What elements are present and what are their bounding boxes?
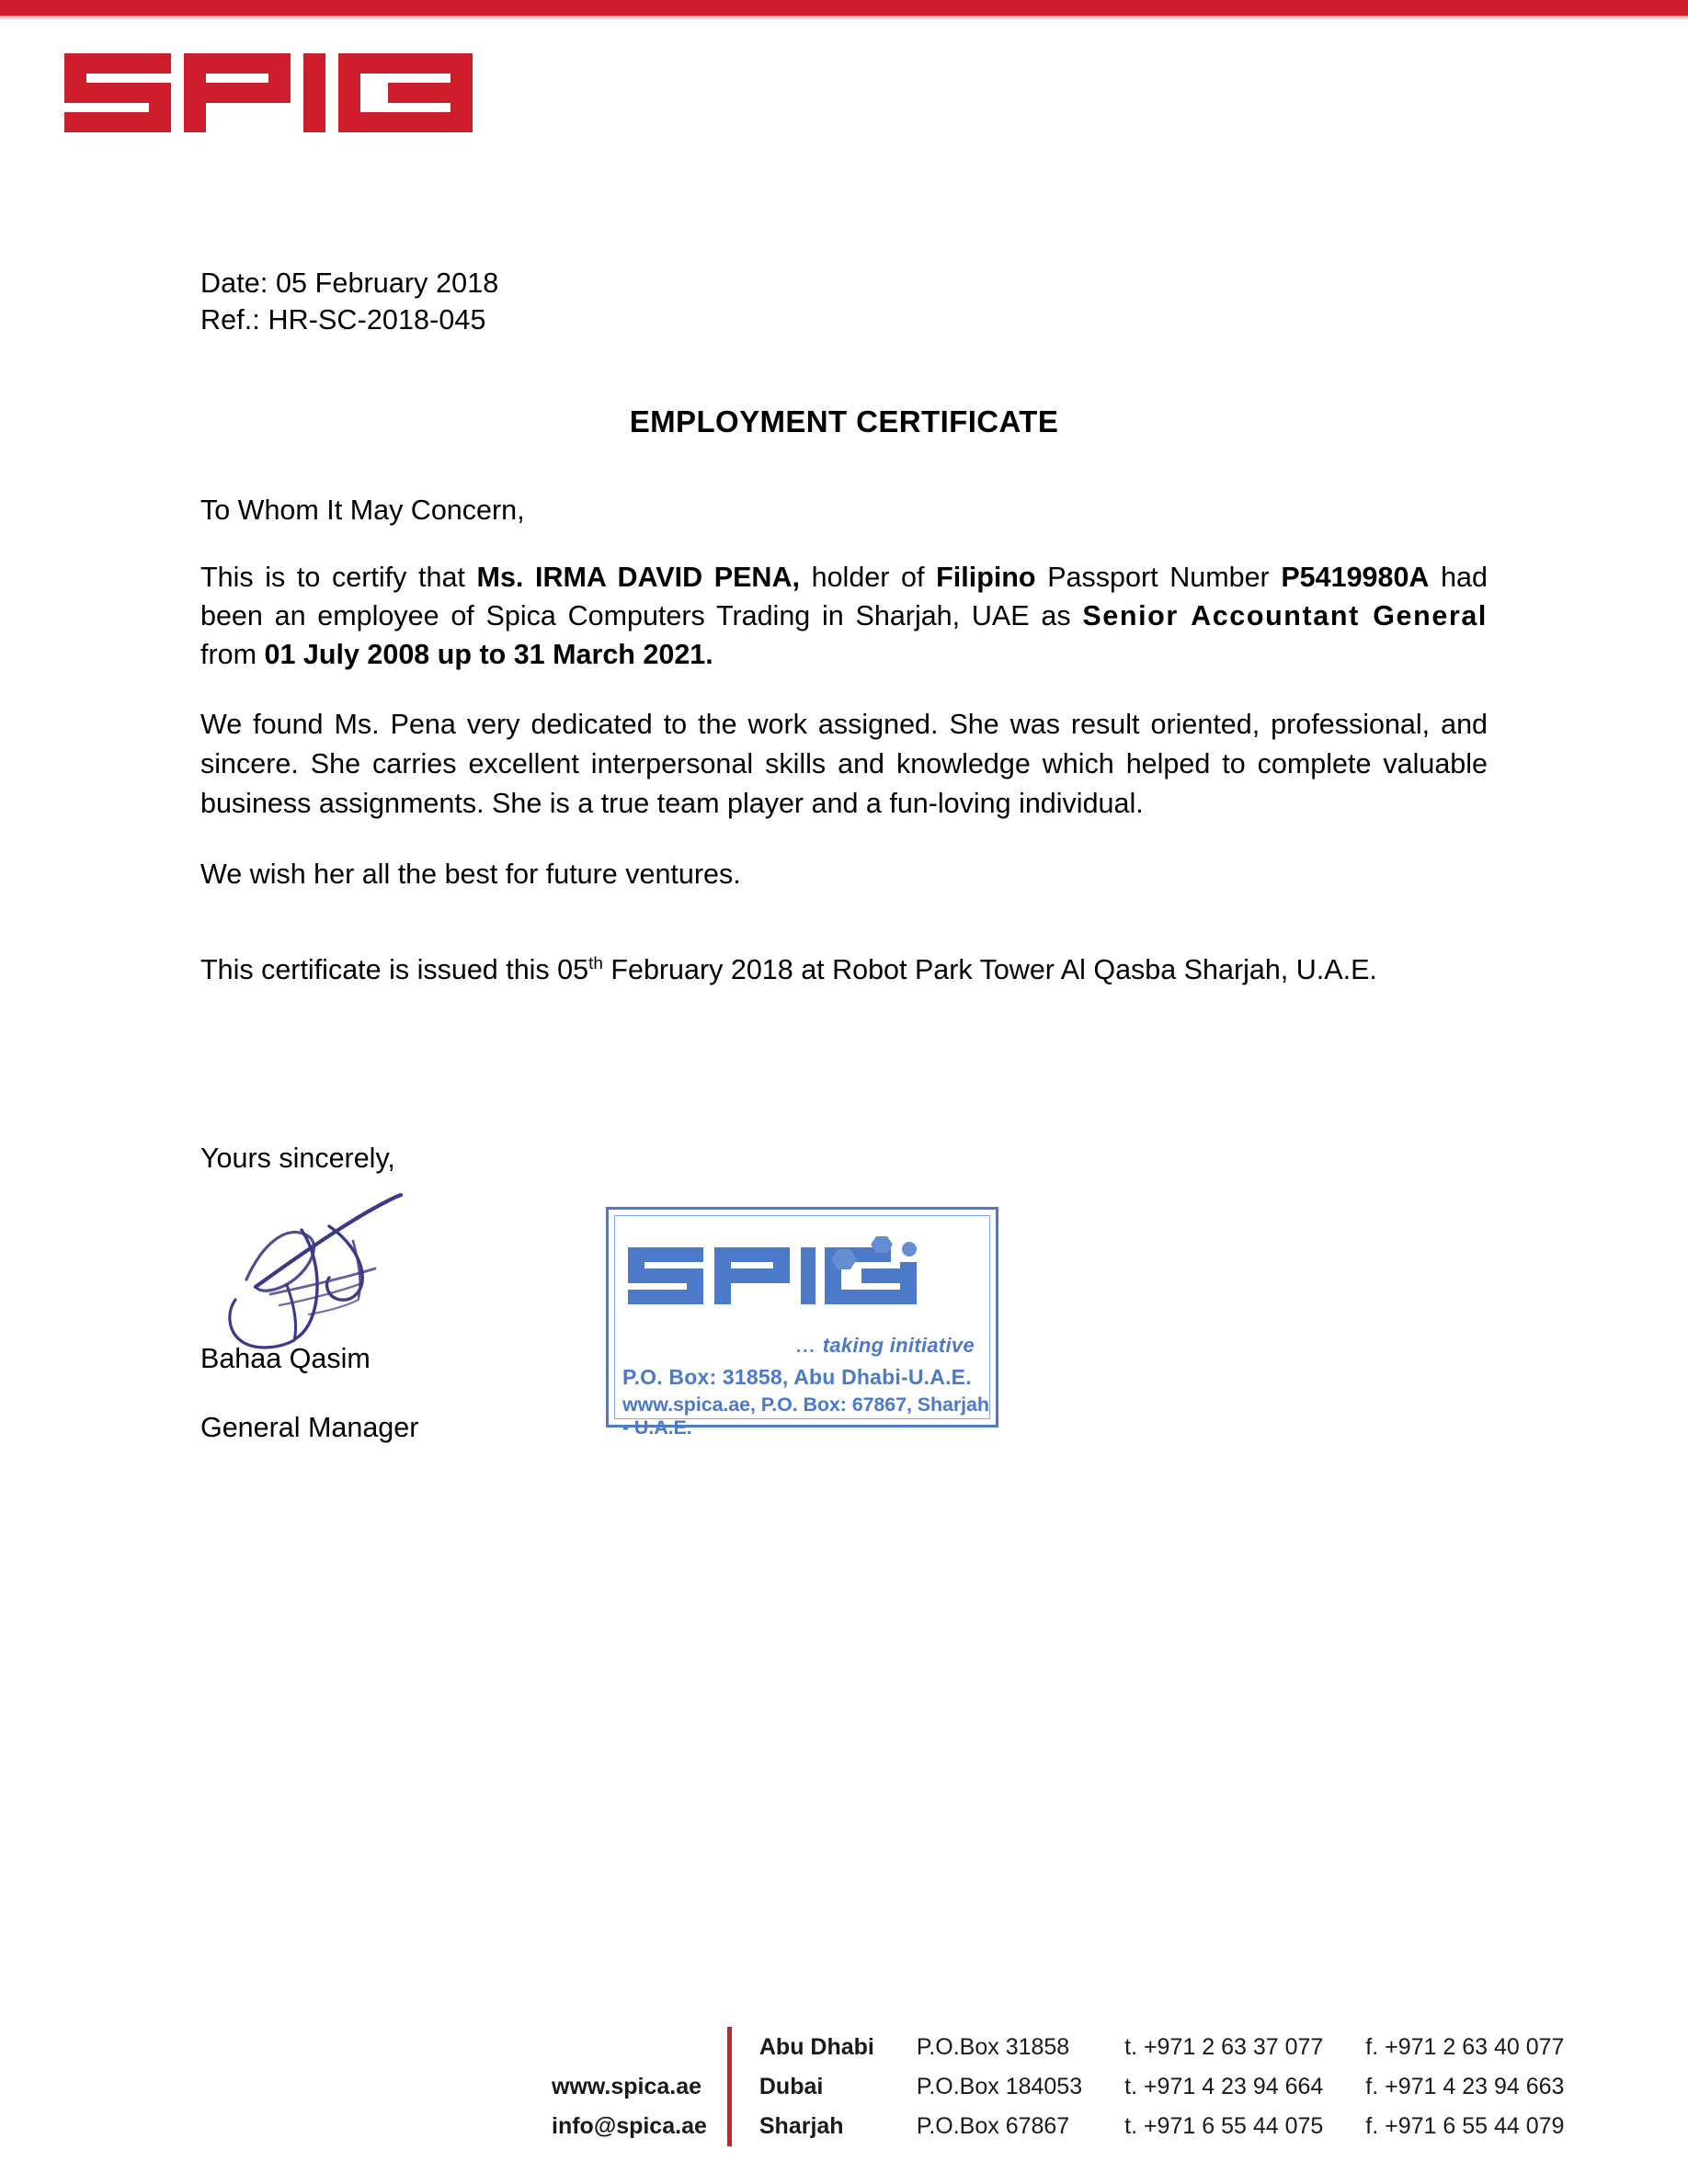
office-city: Dubai	[758, 2073, 824, 2099]
company-logo	[63, 51, 476, 134]
table-row	[759, 2028, 1565, 2067]
office-fax: f. +971 6 55 44 079	[1365, 2112, 1565, 2139]
ordinal-suffix: th	[588, 953, 603, 973]
paragraph-certification	[200, 558, 1488, 674]
salutation: To Whom It May Concern,	[200, 495, 525, 526]
stamp-inner-border	[614, 1215, 990, 1439]
stamp-tagline-dots: ...	[796, 1337, 817, 1357]
office-telephone: t. +971 2 63 37 077	[1124, 2033, 1324, 2060]
footer-offices-table	[759, 2028, 1565, 2146]
employment-text: had been an employee of Spica Computers Trading in Sharjah, UAE as	[200, 562, 1488, 631]
stamp-tagline	[796, 1334, 975, 1358]
office-pobox: P.O.Box 31858	[916, 2033, 1070, 2060]
stamp-address-line-1: P.O. Box: 31858, Abu Dhabi-U.A.E.	[622, 1365, 972, 1389]
stamp-tagline-text: taking initiative	[822, 1334, 975, 1357]
stamp-address-line-2: www.spica.ae, P.O. Box: 67867, Sharjah - U.A.E.	[622, 1393, 989, 1439]
office-pobox: P.O.Box 67867	[916, 2112, 1070, 2139]
job-position: Senior Accountant General	[1082, 600, 1488, 631]
from-label: from	[200, 639, 265, 670]
office-city: Abu Dhabi	[758, 2033, 874, 2060]
stamp-logo	[626, 1234, 930, 1340]
issuance-rest: February 2018 at Robot Park Tower Al Qasba Sharjah, U.A.E.	[602, 954, 1377, 985]
passport-number: P5419980A	[1281, 562, 1430, 593]
letter-body	[200, 265, 1488, 986]
issuance-lead: This certificate is issued this 05	[200, 954, 589, 985]
paragraph-wishes: We wish her all the best for future ventures.	[200, 859, 741, 890]
table-row	[759, 2107, 1565, 2146]
office-city: Sharjah	[758, 2112, 844, 2139]
handwritten-signature	[200, 1177, 504, 1356]
certify-lead: This is to certify that	[200, 562, 477, 593]
date-line: Date: 05 February 2018	[200, 267, 499, 299]
nationality: Filipino	[936, 562, 1036, 593]
footer	[552, 2027, 1564, 2146]
top-red-rule-shadow	[0, 16, 1688, 20]
office-fax: f. +971 2 63 40 077	[1365, 2033, 1565, 2060]
footer-red-divider	[727, 2027, 732, 2146]
office-pobox: P.O.Box 184053	[916, 2073, 1083, 2099]
top-red-rule	[0, 0, 1688, 16]
office-telephone: t. +971 4 23 94 664	[1124, 2073, 1324, 2099]
employment-period: 01 July 2008 up to 31 March 2021.	[264, 639, 713, 670]
table-row	[759, 2067, 1565, 2107]
employee-name: Ms. IRMA DAVID PENA,	[476, 562, 800, 593]
footer-email[interactable]: info@spica.ae	[552, 2113, 707, 2139]
holder-of-text: holder of	[799, 562, 937, 593]
paragraph-issuance	[200, 954, 1488, 986]
company-stamp	[606, 1207, 998, 1439]
closing-salutation: Yours sincerely,	[200, 1143, 395, 1174]
passport-label: Passport Number	[1035, 562, 1282, 593]
reference-line: Ref.: HR-SC-2018-045	[200, 304, 486, 336]
office-telephone: t. +971 6 55 44 075	[1124, 2112, 1324, 2139]
office-fax: f. +971 4 23 94 663	[1365, 2073, 1565, 2099]
footer-website[interactable]: www.spica.ae	[552, 2074, 702, 2099]
footer-contact-column	[552, 2027, 727, 2146]
signatory-name: Bahaa Qasim	[200, 1343, 371, 1374]
signatory-role: General Manager	[200, 1412, 419, 1443]
paragraph-appraisal: We found Ms. Pena very dedicated to the work assigned. She was result oriented, professional, and sincere. She carries excellent interpersonal skills and knowledge which helped to complete valuable business assignments. She is a true team player and a fun-loving individual.	[200, 709, 1488, 819]
page-title: EMPLOYMENT CERTIFICATE	[629, 404, 1059, 438]
